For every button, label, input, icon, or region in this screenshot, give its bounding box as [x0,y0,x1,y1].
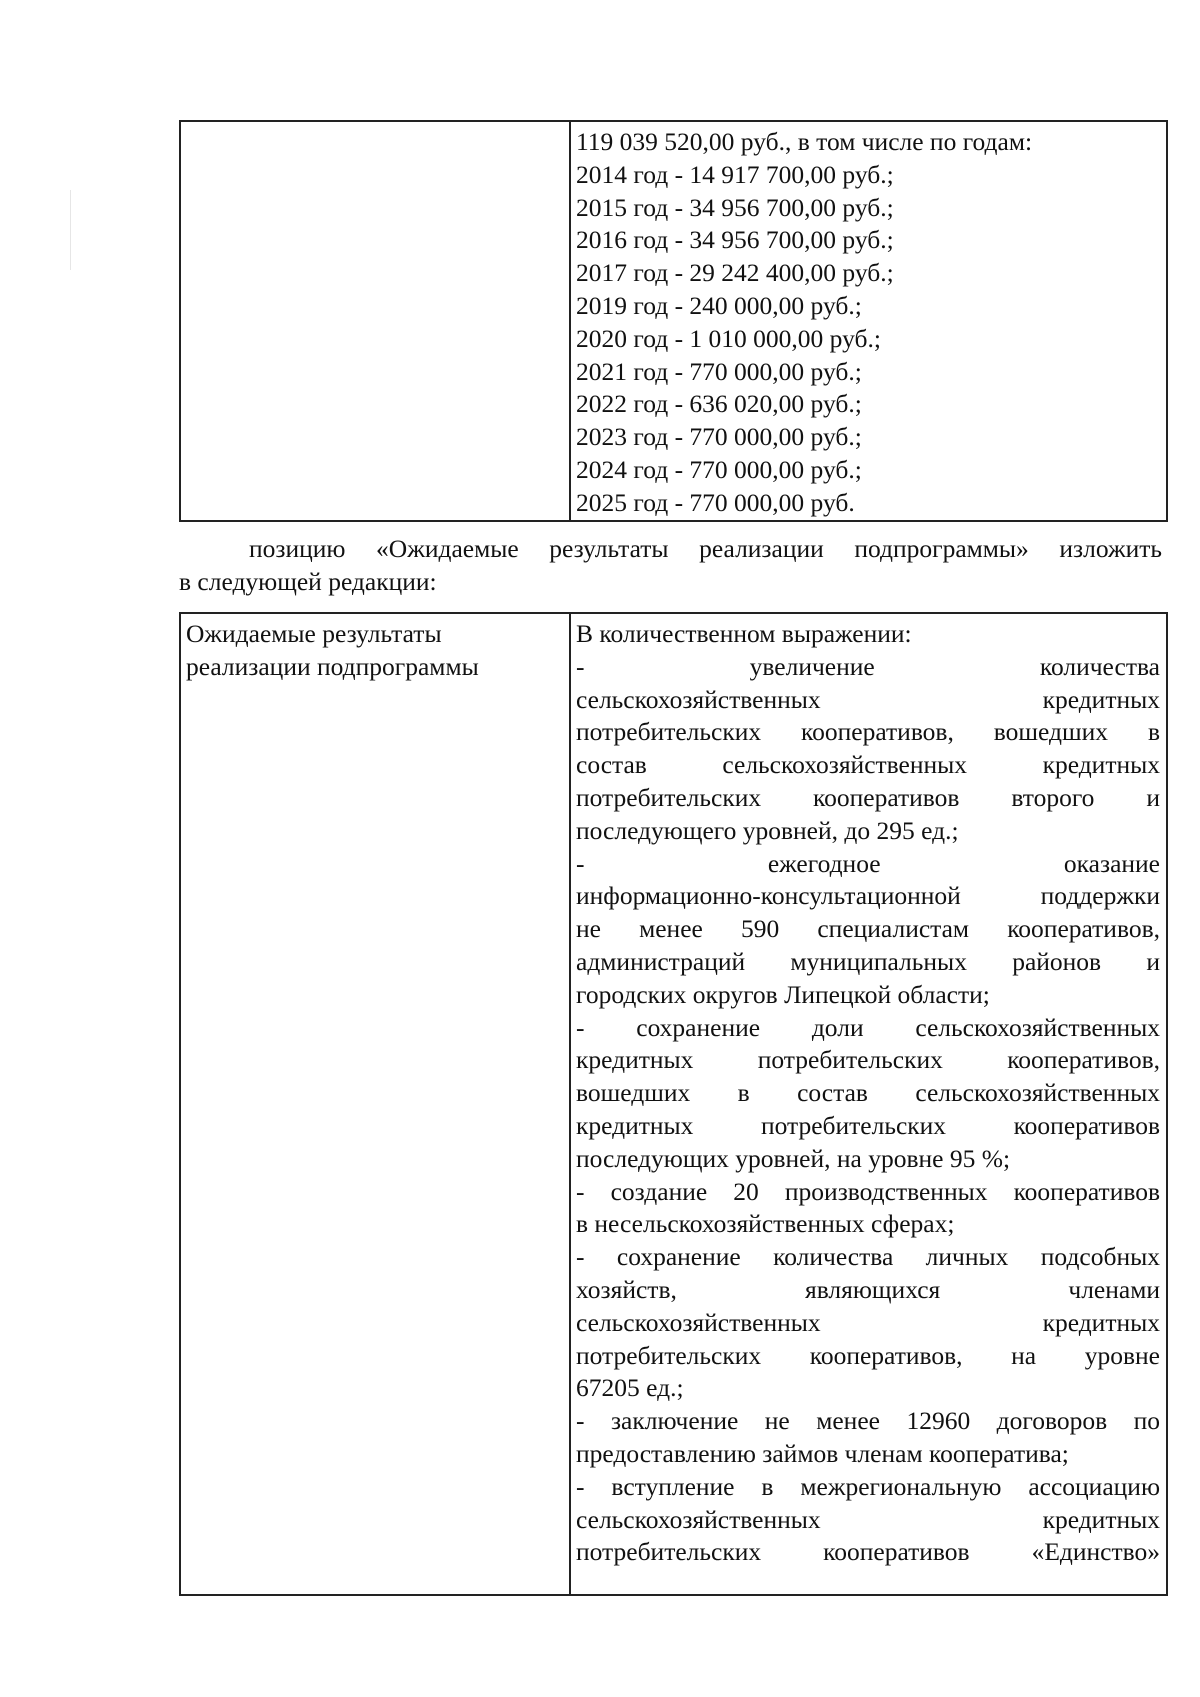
funding-line: 2023 год - 770 000,00 руб.; [576,422,862,452]
funding-values-cell [570,121,1167,521]
results-label-line: реализации подпрограммы [186,651,479,681]
results-description-line: сельскохозяйственных кредитных [576,684,1160,714]
results-description-line: - сохранение доли сельскохозяйственных [576,1012,1160,1042]
funding-line: 2017 год - 29 242 400,00 руб.; [576,258,894,288]
funding-line: 119 039 520,00 руб., в том числе по годам: [576,127,1033,156]
results-description-line: хозяйств, являющихся членами [576,1274,1160,1304]
results-description-line: - сохранение количества личных подсобных [576,1242,1160,1272]
results-description-line: В количественном выражении: [576,619,912,648]
results-description-line: - вступление в межрегиональную ассоциацию [576,1471,1160,1501]
results-description-line: сельскохозяйственных кредитных [576,1307,1160,1337]
intro-paragraph [179,533,1162,599]
results-description-line: вошедших в состав сельскохозяйственных [576,1078,1160,1108]
funding-label-cell [180,121,570,521]
scan-artifact [70,190,71,270]
results-label-text [181,614,569,684]
table-row [180,121,1167,521]
results-description-line: - ежегодное оказание [576,848,1160,878]
results-description-line: - заключение не менее 12960 договоров по [576,1406,1160,1436]
intro-line-2: в следующей редакции: [179,566,437,596]
intro-line-1: позицию «Ожидаемые результаты реализации подпрограммы» изложить [249,534,1162,563]
funding-lines-list [571,122,1166,520]
results-description-line: городских округов Липецкой области; [576,979,990,1009]
funding-line: 2014 год - 14 917 700,00 руб.; [576,159,894,189]
results-description-text [571,614,1166,1569]
results-description-line: кредитных потребительских кооперативов [576,1110,1160,1140]
results-label-line: Ожидаемые результаты [186,619,442,648]
funding-line: 2016 год - 34 956 700,00 руб.; [576,225,894,255]
table-row [180,613,1167,1595]
results-table [179,612,1168,1596]
results-description-line: потребительских кооперативов «Единство» [576,1537,1160,1567]
funding-line: 2015 год - 34 956 700,00 руб.; [576,192,894,222]
results-description-line: предоставлению займов членам кооператива; [576,1438,1069,1468]
results-description-line: администраций муниципальных районов и [576,946,1160,976]
funding-line: 2020 год - 1 010 000,00 руб.; [576,323,881,353]
results-description-line: состав сельскохозяйственных кредитных [576,750,1160,780]
funding-table [179,120,1168,522]
funding-line: 2021 год - 770 000,00 руб.; [576,356,862,386]
results-description-line: последующего уровней, до 295 ед.; [576,815,959,845]
results-description-line: сельскохозяйственных кредитных [576,1504,1160,1534]
results-description-line: информационно-консультационной поддержки [576,881,1160,911]
results-description-line: потребительских кооперативов, на уровне [576,1340,1160,1370]
funding-line: 2022 год - 636 020,00 руб.; [576,389,862,419]
results-description-line: 67205 ед.; [576,1373,684,1403]
results-description-line: не менее 590 специалистам кооперативов, [576,914,1160,944]
funding-line: 2019 год - 240 000,00 руб.; [576,290,862,320]
funding-line: 2025 год - 770 000,00 руб. [576,487,855,517]
results-values-cell [570,613,1167,1595]
results-label-cell [180,613,570,1595]
funding-line: 2024 год - 770 000,00 руб.; [576,454,862,484]
results-description-line: потребительских кооперативов второго и [576,782,1160,812]
results-description-line: - увеличение количества [576,651,1160,681]
results-description-line: потребительских кооперативов, вошедших в [576,717,1160,747]
results-description-line: в несельскохозяйственных сферах; [576,1209,955,1239]
results-description-line: - создание 20 производственных кооперативов [576,1176,1160,1206]
results-description-line: кредитных потребительских кооперативов, [576,1045,1160,1075]
results-description-line: последующих уровней, на уровне 95 %; [576,1143,1011,1173]
